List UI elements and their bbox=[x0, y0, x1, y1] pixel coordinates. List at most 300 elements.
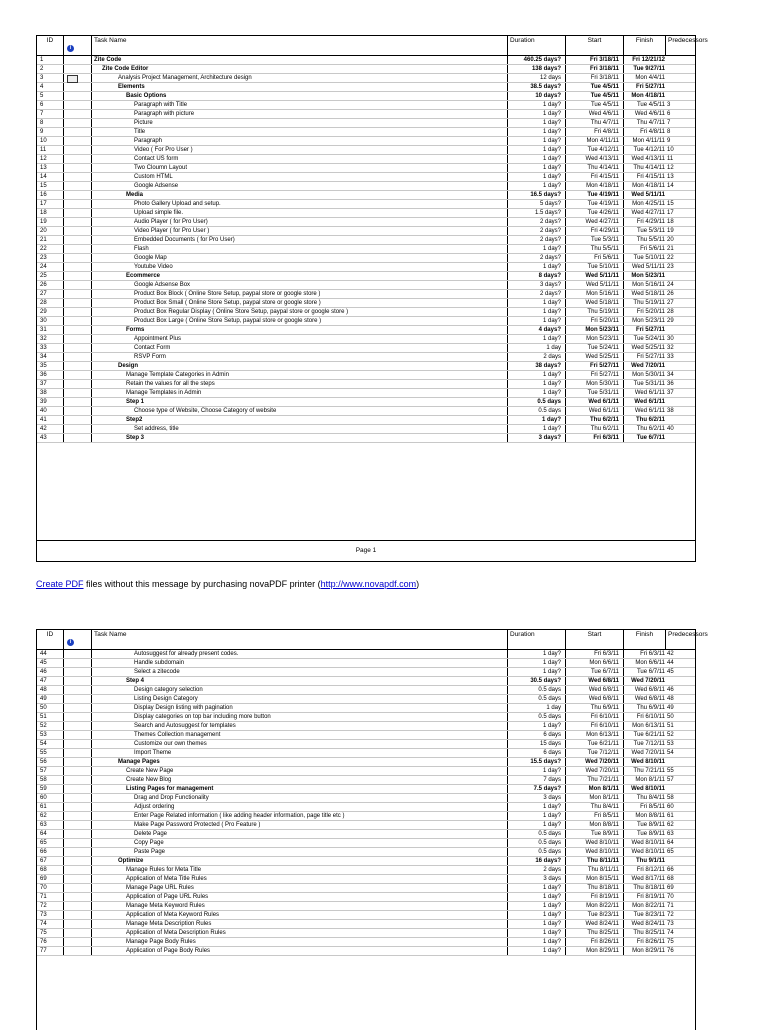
table-row[interactable] bbox=[37, 884, 695, 893]
task-finish: Fri 4/8/11 bbox=[640, 129, 665, 135]
task-name: Custom HTML bbox=[92, 173, 508, 181]
task-id: 77 bbox=[37, 947, 64, 955]
task-finish: Fri 5/27/11 bbox=[636, 354, 665, 360]
task-start: Tue 4/19/11 bbox=[566, 191, 624, 199]
task-finish: Fri 6/10/11 bbox=[636, 714, 665, 720]
novapdf-link[interactable]: http://www.novapdf.com bbox=[320, 579, 417, 589]
task-indicator bbox=[64, 290, 92, 298]
task-duration: 1 day? bbox=[508, 938, 566, 946]
task-duration: 1.5 days? bbox=[508, 209, 566, 217]
header-predecessors: Predecessors bbox=[668, 631, 708, 638]
task-finish: Tue 4/5/11 bbox=[636, 102, 665, 108]
task-start: Tue 4/12/11 bbox=[566, 146, 624, 154]
task-finish: Wed 5/18/11 bbox=[631, 291, 665, 297]
task-indicator bbox=[64, 893, 92, 901]
table-row[interactable] bbox=[37, 110, 695, 119]
table-row[interactable] bbox=[37, 857, 695, 866]
table-row[interactable] bbox=[37, 263, 695, 272]
task-start: Wed 4/13/11 bbox=[566, 155, 624, 163]
task-start: Fri 3/18/11 bbox=[566, 56, 624, 64]
task-indicator bbox=[64, 362, 92, 370]
task-name: Application of Page URL Rules bbox=[92, 893, 508, 901]
table-row[interactable] bbox=[37, 794, 695, 803]
task-indicator bbox=[64, 677, 92, 685]
task-predecessors: 69 bbox=[667, 885, 674, 891]
task-predecessors: 8 bbox=[667, 129, 671, 135]
task-duration: 0.5 days bbox=[508, 407, 566, 415]
task-start: Wed 6/1/11 bbox=[566, 398, 624, 406]
table-row[interactable] bbox=[37, 335, 695, 344]
task-indicator bbox=[64, 218, 92, 226]
task-duration: 1 day? bbox=[508, 947, 566, 955]
task-start: Mon 5/23/11 bbox=[566, 326, 624, 334]
task-name: Choose type of Website, Choose Category of website bbox=[92, 407, 508, 415]
table-row[interactable] bbox=[37, 173, 695, 182]
task-indicator bbox=[64, 326, 92, 334]
task-finish: Tue 6/7/11 bbox=[636, 669, 665, 675]
task-name: Manage Page URL Rules bbox=[92, 884, 508, 892]
task-start: Fri 8/19/11 bbox=[566, 893, 624, 901]
task-indicator bbox=[64, 785, 92, 793]
table-row[interactable] bbox=[37, 119, 695, 128]
task-id: 33 bbox=[37, 344, 64, 352]
task-start: Tue 4/26/11 bbox=[566, 209, 624, 217]
task-start: Mon 4/18/11 bbox=[566, 182, 624, 190]
header-finish: Finish bbox=[624, 630, 666, 649]
task-start: Mon 6/6/11 bbox=[566, 659, 624, 667]
task-indicator bbox=[64, 182, 92, 190]
task-finish: Wed 7/20/11 bbox=[631, 363, 665, 369]
task-name: Customize our own themes bbox=[92, 740, 508, 748]
task-name: Contact Form bbox=[92, 344, 508, 352]
table-header bbox=[37, 630, 708, 650]
task-id: 14 bbox=[37, 173, 64, 181]
task-id: 76 bbox=[37, 938, 64, 946]
table-row[interactable] bbox=[37, 731, 695, 740]
table-row[interactable] bbox=[37, 929, 695, 938]
task-id: 19 bbox=[37, 218, 64, 226]
task-start: Fri 3/18/11 bbox=[566, 74, 624, 82]
task-finish: Wed 6/8/11 bbox=[634, 687, 665, 693]
table-row[interactable] bbox=[37, 704, 695, 713]
task-duration: 10 days? bbox=[508, 92, 566, 100]
task-predecessors bbox=[666, 92, 695, 100]
task-start: Tue 5/24/11 bbox=[566, 344, 624, 352]
task-id: 40 bbox=[37, 407, 64, 415]
task-id: 16 bbox=[37, 191, 64, 199]
task-id: 66 bbox=[37, 848, 64, 856]
table-row[interactable] bbox=[37, 893, 695, 902]
task-indicator bbox=[64, 398, 92, 406]
task-name: Ecommerce bbox=[92, 272, 508, 280]
create-pdf-link[interactable]: Create PDF bbox=[36, 579, 84, 589]
table-row[interactable] bbox=[37, 137, 695, 146]
task-name: Video Player ( for Pro User ) bbox=[92, 227, 508, 235]
task-finish: Wed 8/10/11 bbox=[631, 840, 665, 846]
task-name: Manage Templates in Admin bbox=[92, 389, 508, 397]
task-id: 41 bbox=[37, 416, 64, 424]
table-row[interactable] bbox=[37, 326, 695, 335]
task-name: Application of Page Body Rules bbox=[92, 947, 508, 955]
task-id: 4 bbox=[37, 83, 64, 91]
task-name: Picture bbox=[92, 119, 508, 127]
task-start: Tue 4/5/11 bbox=[566, 101, 624, 109]
task-indicator bbox=[64, 911, 92, 919]
task-predecessors bbox=[666, 83, 695, 91]
task-indicator bbox=[64, 245, 92, 253]
task-predecessors: 70 bbox=[667, 894, 674, 900]
task-predecessors: 49 bbox=[667, 705, 674, 711]
task-duration: 2 days? bbox=[508, 236, 566, 244]
header-indicators bbox=[64, 630, 92, 649]
task-predecessors: 28 bbox=[667, 309, 674, 315]
task-start: Tue 4/5/11 bbox=[566, 83, 624, 91]
task-indicator bbox=[64, 938, 92, 946]
task-start: Mon 5/16/11 bbox=[566, 290, 624, 298]
task-name: Select a zitecode bbox=[92, 668, 508, 676]
task-predecessors bbox=[666, 857, 695, 865]
header-duration: Duration bbox=[508, 630, 566, 649]
task-finish: Wed 8/24/11 bbox=[631, 921, 665, 927]
task-start: Fri 6/3/11 bbox=[566, 650, 624, 658]
table-row[interactable] bbox=[37, 191, 695, 200]
task-duration: 1 day? bbox=[508, 722, 566, 730]
table-row[interactable] bbox=[37, 92, 695, 101]
task-predecessors: 37 bbox=[667, 390, 674, 396]
task-predecessors bbox=[666, 65, 695, 73]
task-predecessors: 63 bbox=[667, 831, 674, 837]
task-finish: Thu 6/2/11 bbox=[636, 426, 665, 432]
table-row[interactable] bbox=[37, 650, 695, 659]
task-finish: Mon 5/16/11 bbox=[632, 282, 665, 288]
table-row[interactable] bbox=[37, 101, 695, 110]
task-indicator bbox=[64, 281, 92, 289]
task-start: Thu 8/25/11 bbox=[566, 929, 624, 937]
table-row[interactable] bbox=[37, 308, 695, 317]
table-row[interactable] bbox=[37, 281, 695, 290]
task-id: 26 bbox=[37, 281, 64, 289]
task-predecessors: 17 bbox=[667, 210, 674, 216]
task-id: 5 bbox=[37, 92, 64, 100]
task-indicator bbox=[64, 65, 92, 73]
task-indicator bbox=[64, 155, 92, 163]
table-row[interactable] bbox=[37, 407, 695, 416]
task-id: 63 bbox=[37, 821, 64, 829]
task-id: 57 bbox=[37, 767, 64, 775]
table-row[interactable] bbox=[37, 767, 695, 776]
task-predecessors: 51 bbox=[667, 723, 674, 729]
table-row[interactable] bbox=[37, 713, 695, 722]
task-duration: 1 day? bbox=[508, 650, 566, 658]
task-finish: Wed 7/20/11 bbox=[631, 678, 665, 684]
task-name: Paragraph with picture bbox=[92, 110, 508, 118]
task-indicator bbox=[64, 353, 92, 361]
task-id: 27 bbox=[37, 290, 64, 298]
task-finish: Wed 5/25/11 bbox=[631, 345, 665, 351]
task-id: 18 bbox=[37, 209, 64, 217]
task-predecessors: 29 bbox=[667, 318, 674, 324]
table-row[interactable] bbox=[37, 416, 695, 425]
table-row[interactable] bbox=[37, 821, 695, 830]
task-indicator bbox=[64, 866, 92, 874]
task-predecessors: 3 bbox=[667, 102, 671, 108]
task-duration: 2 days? bbox=[508, 227, 566, 235]
task-finish: Thu 4/7/11 bbox=[636, 120, 665, 126]
table-row[interactable] bbox=[37, 146, 695, 155]
task-name: Delete Page bbox=[92, 830, 508, 838]
table-row[interactable] bbox=[37, 272, 695, 281]
table-row[interactable] bbox=[37, 182, 695, 191]
task-finish: Fri 5/27/11 bbox=[635, 84, 665, 90]
task-id: 45 bbox=[37, 659, 64, 667]
task-indicator bbox=[64, 830, 92, 838]
table-row[interactable] bbox=[37, 938, 695, 947]
table-row[interactable] bbox=[37, 371, 695, 380]
table-row[interactable] bbox=[37, 353, 695, 362]
task-id: 3 bbox=[37, 74, 64, 82]
task-id: 36 bbox=[37, 371, 64, 379]
table-row[interactable] bbox=[37, 839, 695, 848]
task-duration: 1 day? bbox=[508, 299, 566, 307]
task-finish: Wed 8/17/11 bbox=[631, 876, 665, 882]
task-start: Thu 6/2/11 bbox=[566, 425, 624, 433]
task-finish: Thu 5/19/11 bbox=[633, 300, 665, 306]
task-finish: Thu 7/21/11 bbox=[633, 768, 665, 774]
table-row[interactable] bbox=[37, 803, 695, 812]
task-predecessors: 24 bbox=[667, 282, 674, 288]
task-indicator bbox=[64, 794, 92, 802]
task-name: Product Box Regular Display ( Online Store Setup, paypal store or google store ) bbox=[92, 308, 508, 316]
task-id: 13 bbox=[37, 164, 64, 172]
table-row[interactable] bbox=[37, 200, 695, 209]
info-icon: i bbox=[67, 45, 74, 52]
task-name: Display categories on top bar including more button bbox=[92, 713, 508, 721]
task-id: 49 bbox=[37, 695, 64, 703]
task-id: 24 bbox=[37, 263, 64, 271]
table-row[interactable] bbox=[37, 56, 695, 65]
table-row[interactable] bbox=[37, 749, 695, 758]
table-row[interactable] bbox=[37, 254, 695, 263]
task-predecessors: 30 bbox=[667, 336, 674, 342]
task-id: 50 bbox=[37, 704, 64, 712]
task-indicator bbox=[64, 425, 92, 433]
table-row[interactable] bbox=[37, 902, 695, 911]
task-duration: 1 day? bbox=[508, 308, 566, 316]
task-rows bbox=[37, 56, 695, 443]
task-duration: 0.5 days bbox=[508, 839, 566, 847]
task-indicator bbox=[64, 110, 92, 118]
task-finish: Tue 6/21/11 bbox=[633, 732, 665, 738]
task-name: Youtube Video bbox=[92, 263, 508, 271]
task-start: Tue 8/23/11 bbox=[566, 911, 624, 919]
table-row[interactable] bbox=[37, 722, 695, 731]
task-duration: 8 days? bbox=[508, 272, 566, 280]
table-row[interactable] bbox=[37, 695, 695, 704]
task-predecessors bbox=[666, 191, 695, 199]
task-id: 58 bbox=[37, 776, 64, 784]
task-duration: 0.5 days bbox=[508, 398, 566, 406]
task-predecessors: 20 bbox=[667, 237, 674, 243]
task-indicator bbox=[64, 848, 92, 856]
task-indicator bbox=[64, 83, 92, 91]
table-row[interactable] bbox=[37, 425, 695, 434]
task-indicator bbox=[64, 236, 92, 244]
task-finish: Tue 8/9/11 bbox=[636, 831, 665, 837]
task-predecessors: 58 bbox=[667, 795, 674, 801]
task-start: Thu 5/5/11 bbox=[566, 245, 624, 253]
task-duration: 1 day? bbox=[508, 425, 566, 433]
task-name: Set address, title bbox=[92, 425, 508, 433]
table-row[interactable] bbox=[37, 776, 695, 785]
task-start: Fri 6/3/11 bbox=[566, 434, 624, 442]
task-id: 68 bbox=[37, 866, 64, 874]
header-finish: Finish bbox=[624, 36, 666, 55]
table-row[interactable] bbox=[37, 362, 695, 371]
task-id: 25 bbox=[37, 272, 64, 280]
task-predecessors: 36 bbox=[667, 381, 674, 387]
task-indicator bbox=[64, 803, 92, 811]
task-duration: 3 days? bbox=[508, 281, 566, 289]
task-name: Listing Pages for management bbox=[92, 785, 508, 793]
table-row[interactable] bbox=[37, 758, 695, 767]
task-duration: 1 day? bbox=[508, 884, 566, 892]
task-start: Fri 5/20/11 bbox=[566, 317, 624, 325]
header-indicators bbox=[64, 36, 92, 55]
task-id: 31 bbox=[37, 326, 64, 334]
task-name: Make Page Password Protected ( Pro Feature ) bbox=[92, 821, 508, 829]
table-row[interactable] bbox=[37, 290, 695, 299]
task-name: Optimize bbox=[92, 857, 508, 865]
task-indicator bbox=[64, 344, 92, 352]
task-finish: Thu 8/4/11 bbox=[636, 795, 665, 801]
task-duration: 1 day? bbox=[508, 182, 566, 190]
table-row[interactable] bbox=[37, 227, 695, 236]
table-row[interactable] bbox=[37, 830, 695, 839]
task-indicator bbox=[64, 947, 92, 955]
task-finish: Fri 8/5/11 bbox=[640, 804, 665, 810]
task-indicator bbox=[64, 749, 92, 757]
task-indicator bbox=[64, 308, 92, 316]
task-predecessors: 57 bbox=[667, 777, 674, 783]
task-predecessors bbox=[666, 398, 695, 406]
task-name: Retain the values for all the steps bbox=[92, 380, 508, 388]
task-start: Thu 8/18/11 bbox=[566, 884, 624, 892]
task-id: 8 bbox=[37, 119, 64, 127]
task-duration: 7 days bbox=[508, 776, 566, 784]
table-row[interactable] bbox=[37, 398, 695, 407]
task-duration: 1 day? bbox=[508, 110, 566, 118]
task-duration: 1 day bbox=[508, 704, 566, 712]
table-row[interactable] bbox=[37, 155, 695, 164]
task-duration: 1 day? bbox=[508, 146, 566, 154]
task-start: Mon 6/13/11 bbox=[566, 731, 624, 739]
task-finish: Fri 12/21/12 bbox=[632, 57, 665, 63]
table-row[interactable] bbox=[37, 659, 695, 668]
task-name: Upload simple file. bbox=[92, 209, 508, 217]
task-indicator bbox=[64, 875, 92, 883]
task-start: Wed 5/18/11 bbox=[566, 299, 624, 307]
table-row[interactable] bbox=[37, 668, 695, 677]
task-predecessors: 54 bbox=[667, 750, 674, 756]
task-id: 23 bbox=[37, 254, 64, 262]
table-row[interactable] bbox=[37, 434, 695, 443]
task-indicator bbox=[64, 380, 92, 388]
table-row[interactable] bbox=[37, 866, 695, 875]
task-start: Mon 8/29/11 bbox=[566, 947, 624, 955]
task-id: 72 bbox=[37, 902, 64, 910]
table-row[interactable] bbox=[37, 677, 695, 686]
task-id: 71 bbox=[37, 893, 64, 901]
table-row[interactable] bbox=[37, 947, 695, 956]
table-row[interactable] bbox=[37, 740, 695, 749]
task-indicator bbox=[64, 731, 92, 739]
task-name: Create New Blog bbox=[92, 776, 508, 784]
table-row[interactable] bbox=[37, 848, 695, 857]
task-indicator bbox=[64, 704, 92, 712]
table-row[interactable] bbox=[37, 812, 695, 821]
task-name: Embedded Documents ( for Pro User) bbox=[92, 236, 508, 244]
task-id: 56 bbox=[37, 758, 64, 766]
task-finish: Thu 6/9/11 bbox=[636, 705, 665, 711]
task-indicator bbox=[64, 146, 92, 154]
info-icon: i bbox=[67, 639, 74, 646]
task-start: Mon 8/1/11 bbox=[566, 785, 624, 793]
table-row[interactable] bbox=[37, 380, 695, 389]
table-row[interactable] bbox=[37, 83, 695, 92]
table-row[interactable] bbox=[37, 236, 695, 245]
task-name: Handle subdomain bbox=[92, 659, 508, 667]
task-predecessors bbox=[666, 434, 695, 442]
table-row[interactable] bbox=[37, 920, 695, 929]
task-start: Fri 6/10/11 bbox=[566, 713, 624, 721]
task-start: Tue 4/5/11 bbox=[566, 92, 624, 100]
task-finish: Fri 5/6/11 bbox=[640, 246, 665, 252]
task-indicator bbox=[64, 128, 92, 136]
table-row[interactable] bbox=[37, 875, 695, 884]
task-predecessors bbox=[666, 677, 695, 685]
table-row[interactable] bbox=[37, 65, 695, 74]
task-id: 73 bbox=[37, 911, 64, 919]
table-row[interactable] bbox=[37, 317, 695, 326]
task-finish: Wed 7/20/11 bbox=[631, 750, 665, 756]
task-name: Drag and Drop Functionality bbox=[92, 794, 508, 802]
task-name: Copy Page bbox=[92, 839, 508, 847]
table-row[interactable] bbox=[37, 785, 695, 794]
task-name: Themes Collection management bbox=[92, 731, 508, 739]
task-start: Mon 8/15/11 bbox=[566, 875, 624, 883]
task-predecessors: 14 bbox=[667, 183, 674, 189]
table-row[interactable] bbox=[37, 389, 695, 398]
table-row[interactable] bbox=[37, 218, 695, 227]
table-row[interactable] bbox=[37, 344, 695, 353]
task-duration: 1 day? bbox=[508, 920, 566, 928]
table-row[interactable] bbox=[37, 128, 695, 137]
task-finish: Mon 4/4/11 bbox=[635, 75, 665, 81]
table-row[interactable] bbox=[37, 245, 695, 254]
task-start: Fri 5/27/11 bbox=[566, 371, 624, 379]
task-duration: 1 day? bbox=[508, 911, 566, 919]
table-row[interactable] bbox=[37, 299, 695, 308]
table-row[interactable] bbox=[37, 911, 695, 920]
task-finish: Mon 8/1/11 bbox=[635, 777, 665, 783]
table-row[interactable] bbox=[37, 74, 695, 83]
table-row[interactable] bbox=[37, 209, 695, 218]
table-row[interactable] bbox=[37, 686, 695, 695]
task-duration: 1 day? bbox=[508, 137, 566, 145]
table-row[interactable] bbox=[37, 164, 695, 173]
task-predecessors: 22 bbox=[667, 255, 674, 261]
task-id: 59 bbox=[37, 785, 64, 793]
